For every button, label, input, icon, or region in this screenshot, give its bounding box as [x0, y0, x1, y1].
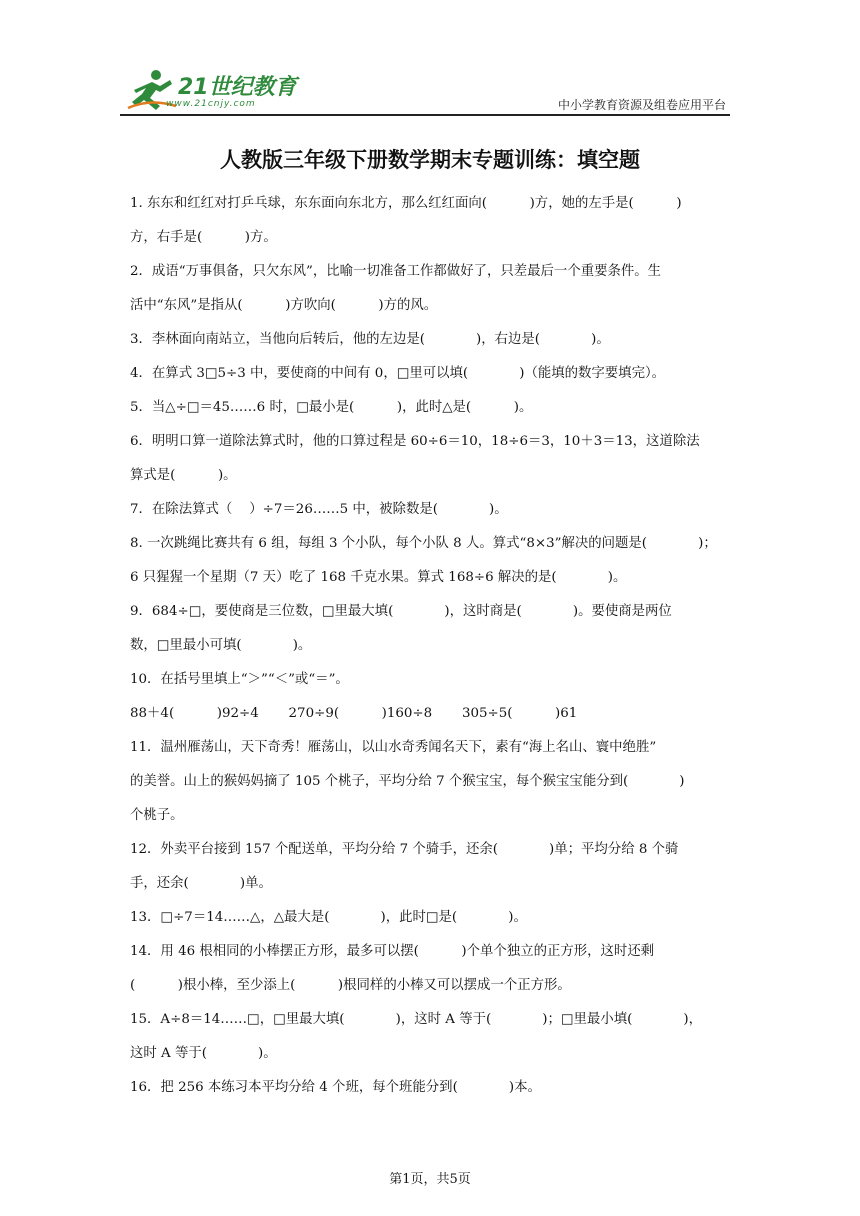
question-14: [130, 935, 730, 1003]
platform-label: 中小学教育资源及组卷应用平台: [557, 98, 726, 112]
question-list: [130, 187, 730, 1105]
question-line: 14．用 46 根相同的小棒摆正方形，最多可以摆( )个单个独立的正方形，这时还剩: [130, 944, 655, 959]
question-line: 10．在括号里填上“＞”“＜”或“＝”。: [130, 672, 349, 687]
question-11: [130, 731, 730, 833]
question-line: 15．A÷8＝14……□，□里最大填( )，这时 A 等于( )；□里最小填( )，: [130, 1012, 703, 1027]
question-line: 9．684÷□，要使商是三位数，□里最大填( )，这时商是( )。要使商是两位: [130, 604, 672, 619]
question-line: 方，右手是( )方。: [130, 230, 277, 245]
question-line: 算式是( )。: [130, 468, 237, 483]
question-line: 7．在除法算式（ ）÷7＝26……5 中，被除数是( )。: [130, 502, 508, 517]
question-line: 88＋4( )92÷4 270÷9( )160÷8 305÷5( )61: [130, 706, 578, 721]
question-line: 16．把 256 本练习本平均分给 4 个班，每个班能分到( )本。: [130, 1080, 541, 1095]
header-divider: [120, 114, 730, 116]
logo: [126, 68, 306, 112]
question-line: 8. 一次跳绳比赛共有 6 组，每组 3 个小队，每个小队 8 人。算式“8×3”解决的问题是( )；: [130, 536, 717, 551]
question-9: [130, 595, 730, 663]
question-15: [130, 1003, 730, 1071]
logo-url: www.21cnjy.com: [166, 99, 256, 109]
page-header: [120, 66, 730, 118]
question-12: [130, 833, 730, 901]
question-line: 6 只猩猩一个星期（7 天）吃了 168 千克水果。算式 168÷6 解决的是( )。: [130, 570, 627, 585]
question-line: 6．明明口算一道除法算式时，他的口算过程是 60÷6＝10，18÷6＝3，10＋3＝13，这道除法: [130, 434, 700, 449]
question-13: [130, 901, 730, 935]
question-line: 12．外卖平台接到 157 个配送单，平均分给 7 个骑手，还余( )单；平均分给 8 个骑: [130, 842, 679, 857]
question-line: 2．成语“万事俱备，只欠东风”，比喻一切准备工作都做好了，只差最后一个重要条件。生: [130, 264, 662, 279]
question-6: [130, 425, 730, 493]
question-10: [130, 663, 730, 731]
question-line: 这时 A 等于( )。: [130, 1046, 277, 1061]
question-1: [130, 187, 730, 255]
question-4: [130, 357, 730, 391]
question-8: [130, 527, 730, 595]
question-line: 1. 东东和红红对打乒乓球，东东面向东北方，那么红红面向( )方，她的左手是( ): [130, 196, 682, 211]
question-5: [130, 391, 730, 425]
page-title: 人教版三年级下册数学期末专题训练：填空题: [220, 148, 640, 172]
question-line: 活中“东风”是指从( )方吹向( )方的风。: [130, 298, 438, 313]
question-line: 手，还余( )单。: [130, 876, 272, 891]
question-line: 的美誉。山上的猴妈妈摘了 105 个桃子，平均分给 7 个猴宝宝，每个猴宝宝能分到( ): [130, 774, 685, 789]
page-footer: 第1页，共5页: [389, 1172, 471, 1187]
question-line: 数，□里最小可填( )。: [130, 638, 312, 653]
question-line: 个桃子。: [130, 808, 184, 823]
question-line: 3．李林面向南站立，当他向后转后，他的左边是( )，右边是( )。: [130, 332, 610, 347]
question-line: 11．温州雁荡山，天下奇秀！雁荡山，以山水奇秀闻名天下，素有“海上名山、寰中绝胜”: [130, 740, 657, 755]
question-line: ( )根小棒，至少添上( )根同样的小棒又可以摆成一个正方形。: [130, 978, 571, 993]
question-7: [130, 493, 730, 527]
question-line: 5．当△÷□＝45……6 时，□最小是( )，此时△是( )。: [130, 400, 533, 415]
question-16: [130, 1071, 730, 1105]
logo-text: 21世纪教育: [178, 75, 297, 100]
question-line: 4．在算式 3□5÷3 中，要使商的中间有 0，□里可以填( )（能填的数字要填完）。: [130, 366, 666, 381]
question-2: [130, 255, 730, 323]
question-3: [130, 323, 730, 357]
question-line: 13．□÷7＝14……△，△最大是( )，此时□是( )。: [130, 910, 527, 925]
